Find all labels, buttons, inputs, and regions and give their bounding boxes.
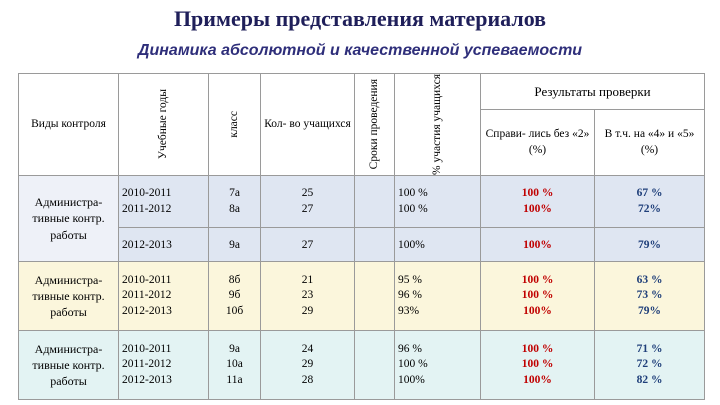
header-control-type: Виды контроля (19, 74, 119, 176)
header-dates: Сроки проведения (355, 74, 395, 176)
participation-cell: 95 % 96 % 93% (395, 262, 481, 331)
quality-cell: 63 % 73 % 79% (595, 262, 705, 331)
participation-cell: 96 % 100 % 100% (395, 331, 481, 400)
participation-cell: 100 % 100 % (395, 176, 481, 228)
page-subtitle: Динамика абсолютной и качественной успеваемости (137, 42, 583, 59)
class-cell: 9а 10а 11а (209, 331, 261, 400)
header-quality: В т.ч. на «4» и «5» (%) (595, 110, 705, 176)
year-cell: 2012-2013 (119, 228, 209, 262)
quality-cell: 79% (595, 228, 705, 262)
count-cell: 24 29 28 (261, 331, 355, 400)
header-results: Результаты проверки (481, 74, 705, 110)
control-type-cell: Администра- тивные контр. работы (19, 176, 119, 262)
control-type-cell: Администра- тивные контр. работы (19, 262, 119, 331)
group-1 (19, 176, 705, 262)
class-cell: 9а (209, 228, 261, 262)
header-class: класс (209, 74, 261, 176)
group-3 (19, 331, 705, 400)
header-student-count: Кол- во учащихся (261, 74, 355, 176)
control-type-cell: Администра- тивные контр. работы (19, 331, 119, 400)
year-cell: 2010-2011 2011-2012 2012-2013 (119, 262, 209, 331)
count-cell: 25 27 (261, 176, 355, 228)
coped-cell: 100 % 100 % 100% (481, 262, 595, 331)
count-cell: 27 (261, 228, 355, 262)
dates-cell (355, 176, 395, 228)
header-years: Учебные годы (119, 74, 209, 176)
header-participation: % участия учащихся (395, 74, 481, 176)
year-cell: 2010-2011 2011-2012 (119, 176, 209, 228)
coped-cell: 100% (481, 228, 595, 262)
class-cell: 7а 8а (209, 176, 261, 228)
coped-cell: 100 % 100 % 100% (481, 331, 595, 400)
year-cell: 2010-2011 2011-2012 2012-2013 (119, 331, 209, 400)
dates-cell (355, 331, 395, 400)
group-2 (19, 262, 705, 331)
quality-cell: 67 % 72% (595, 176, 705, 228)
page-title: Примеры представления материалов (173, 6, 547, 31)
count-cell: 21 23 29 (261, 262, 355, 331)
class-cell: 8б 9б 10б (209, 262, 261, 331)
dates-cell (355, 262, 395, 331)
quality-cell: 71 % 72 % 82 % (595, 331, 705, 400)
participation-cell: 100% (395, 228, 481, 262)
results-table (18, 73, 705, 400)
header-coped: Справи- лись без «2» (%) (481, 110, 595, 176)
coped-cell: 100 % 100% (481, 176, 595, 228)
dates-cell (355, 228, 395, 262)
